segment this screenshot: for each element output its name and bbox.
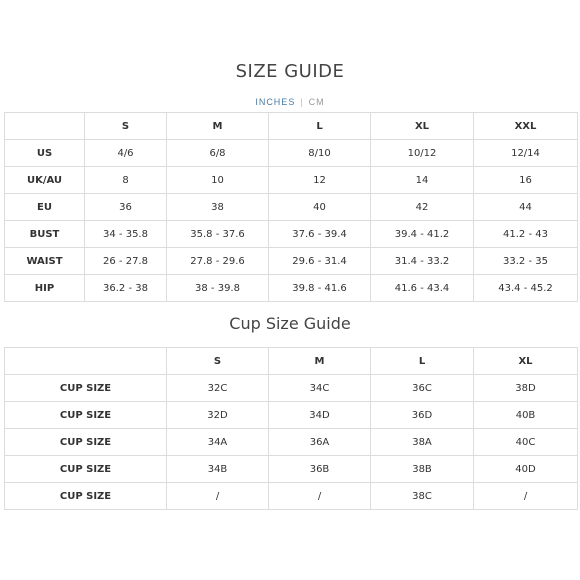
table-row <box>5 140 578 167</box>
size-column-header: M <box>167 113 269 140</box>
table-cell: 36 <box>85 194 167 221</box>
table-cell: 44 <box>474 194 578 221</box>
table-cell: 34C <box>269 375 371 402</box>
size-column-header: S <box>85 113 167 140</box>
table-row <box>5 456 578 483</box>
row-label: US <box>5 140 85 167</box>
table-cell: 40C <box>474 429 578 456</box>
cup-size-guide-table <box>4 347 578 510</box>
table-cell: 40 <box>269 194 371 221</box>
table-row <box>5 275 578 302</box>
table-cell: 38A <box>371 429 474 456</box>
row-label: BUST <box>5 221 85 248</box>
table-cell: 32D <box>167 402 269 429</box>
table-cell: 38D <box>474 375 578 402</box>
table-cell: 14 <box>371 167 474 194</box>
table-cell: 34B <box>167 456 269 483</box>
table-cell: 41.2 - 43 <box>474 221 578 248</box>
table-cell: 12 <box>269 167 371 194</box>
table-cell: 10/12 <box>371 140 474 167</box>
table-cell: 8 <box>85 167 167 194</box>
unit-separator: | <box>300 97 304 107</box>
table-cell: 39.4 - 41.2 <box>371 221 474 248</box>
table-cell: 34A <box>167 429 269 456</box>
row-label: WAIST <box>5 248 85 275</box>
size-column-header: XXL <box>474 113 578 140</box>
cup-column-header: M <box>269 348 371 375</box>
cup-column-header: S <box>167 348 269 375</box>
table-row <box>5 221 578 248</box>
row-label: CUP SIZE <box>5 402 167 429</box>
cup-column-header: L <box>371 348 474 375</box>
table-cell: 40B <box>474 402 578 429</box>
table-row <box>5 402 578 429</box>
table-cell: 6/8 <box>167 140 269 167</box>
table-cell: 41.6 - 43.4 <box>371 275 474 302</box>
row-label: CUP SIZE <box>5 456 167 483</box>
table-cell: 12/14 <box>474 140 578 167</box>
table-row <box>5 483 578 510</box>
table-row <box>5 429 578 456</box>
table-row <box>5 167 578 194</box>
row-label: CUP SIZE <box>5 375 167 402</box>
table-row <box>5 194 578 221</box>
row-label: HIP <box>5 275 85 302</box>
size-table-header-row <box>5 113 578 140</box>
table-cell: 38B <box>371 456 474 483</box>
table-cell: 36.2 - 38 <box>85 275 167 302</box>
table-cell: 27.8 - 29.6 <box>167 248 269 275</box>
table-cell: 38 - 39.8 <box>167 275 269 302</box>
cup-table-header-row <box>5 348 578 375</box>
table-cell: 32C <box>167 375 269 402</box>
table-cell: 42 <box>371 194 474 221</box>
table-cell: 26 - 27.8 <box>85 248 167 275</box>
row-label: CUP SIZE <box>5 429 167 456</box>
table-cell: 40D <box>474 456 578 483</box>
table-cell: / <box>474 483 578 510</box>
table-cell: 31.4 - 33.2 <box>371 248 474 275</box>
table-cell: 10 <box>167 167 269 194</box>
table-cell: 34D <box>269 402 371 429</box>
table-cell: 36C <box>371 375 474 402</box>
table-cell: 36A <box>269 429 371 456</box>
table-cell: 16 <box>474 167 578 194</box>
unit-inches-link[interactable]: INCHES <box>255 97 296 107</box>
table-cell: 43.4 - 45.2 <box>474 275 578 302</box>
table-cell: 4/6 <box>85 140 167 167</box>
page-title: SIZE GUIDE <box>235 61 345 82</box>
table-cell: 35.8 - 37.6 <box>167 221 269 248</box>
row-label: EU <box>5 194 85 221</box>
size-column-header: XL <box>371 113 474 140</box>
table-row <box>5 375 578 402</box>
table-cell: 33.2 - 35 <box>474 248 578 275</box>
cup-size-guide-title: Cup Size Guide <box>229 314 351 333</box>
cup-column-header <box>5 348 167 375</box>
table-cell: / <box>269 483 371 510</box>
row-label: UK/AU <box>5 167 85 194</box>
table-cell: 38C <box>371 483 474 510</box>
table-cell: 36D <box>371 402 474 429</box>
table-cell: 8/10 <box>269 140 371 167</box>
unit-cm-link[interactable]: CM <box>308 97 325 107</box>
table-cell: 34 - 35.8 <box>85 221 167 248</box>
size-column-header: L <box>269 113 371 140</box>
size-column-header <box>5 113 85 140</box>
size-guide-table <box>4 112 578 302</box>
table-cell: 36B <box>269 456 371 483</box>
table-row <box>5 248 578 275</box>
table-cell: 37.6 - 39.4 <box>269 221 371 248</box>
table-cell: 29.6 - 31.4 <box>269 248 371 275</box>
table-cell: 38 <box>167 194 269 221</box>
table-cell: / <box>167 483 269 510</box>
cup-column-header: XL <box>474 348 578 375</box>
table-cell: 39.8 - 41.6 <box>269 275 371 302</box>
row-label: CUP SIZE <box>5 483 167 510</box>
unit-toggle <box>0 97 580 107</box>
